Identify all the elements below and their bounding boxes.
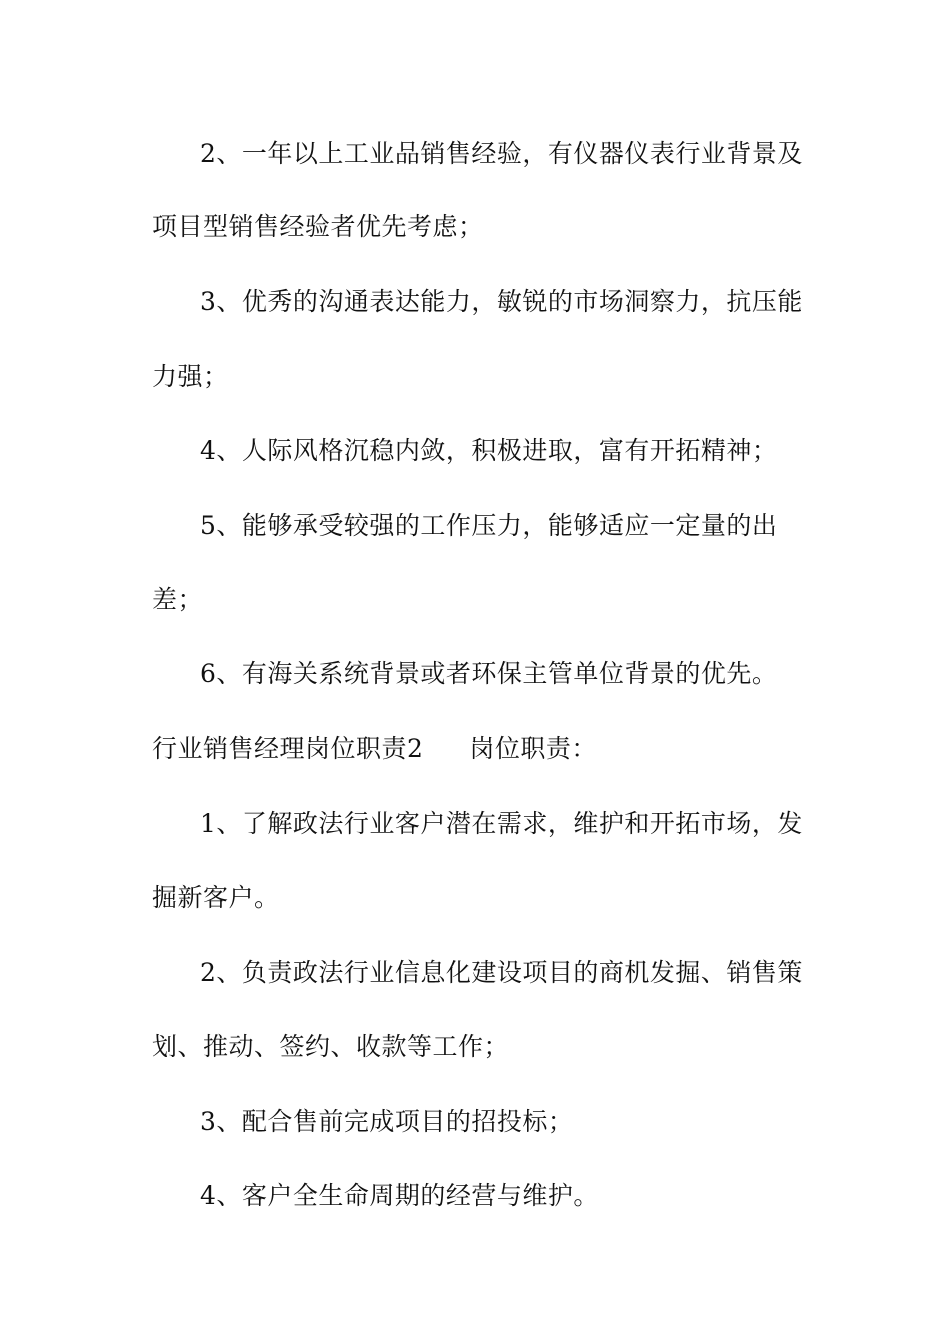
list-item: 2、一年以上工业品销售经验，有仪器仪表行业背景及	[200, 139, 803, 168]
list-item: 6、有海关系统背景或者环保主管单位背景的优先。	[200, 659, 778, 688]
list-item: 4、人际风格沉稳内敛，积极进取，富有开拓精神；	[200, 436, 778, 465]
section-heading	[152, 734, 597, 764]
list-item: 5、能够承受较强的工作压力，能够适应一定量的出	[200, 511, 778, 540]
list-item-continuation: 力强；	[152, 362, 229, 391]
section-title: 行业销售经理岗位职责2	[152, 734, 424, 763]
list-item-continuation: 掘新客户。	[152, 883, 280, 912]
list-item: 4、客户全生命周期的经营与维护。	[200, 1181, 599, 1210]
list-item: 3、优秀的沟通表达能力，敏锐的市场洞察力，抗压能	[200, 287, 803, 316]
list-item-continuation: 差；	[152, 585, 204, 614]
section-subtitle: 岗位职责：	[469, 734, 597, 763]
list-item: 1、了解政法行业客户潜在需求，维护和开拓市场，发	[200, 809, 803, 838]
list-item-continuation: 划、推动、签约、收款等工作；	[152, 1032, 510, 1061]
list-item-continuation: 项目型销售经验者优先考虑；	[152, 212, 484, 241]
list-item: 2、负责政法行业信息化建设项目的商机发掘、销售策	[200, 958, 803, 987]
list-item: 3、配合售前完成项目的招投标；	[200, 1107, 574, 1136]
